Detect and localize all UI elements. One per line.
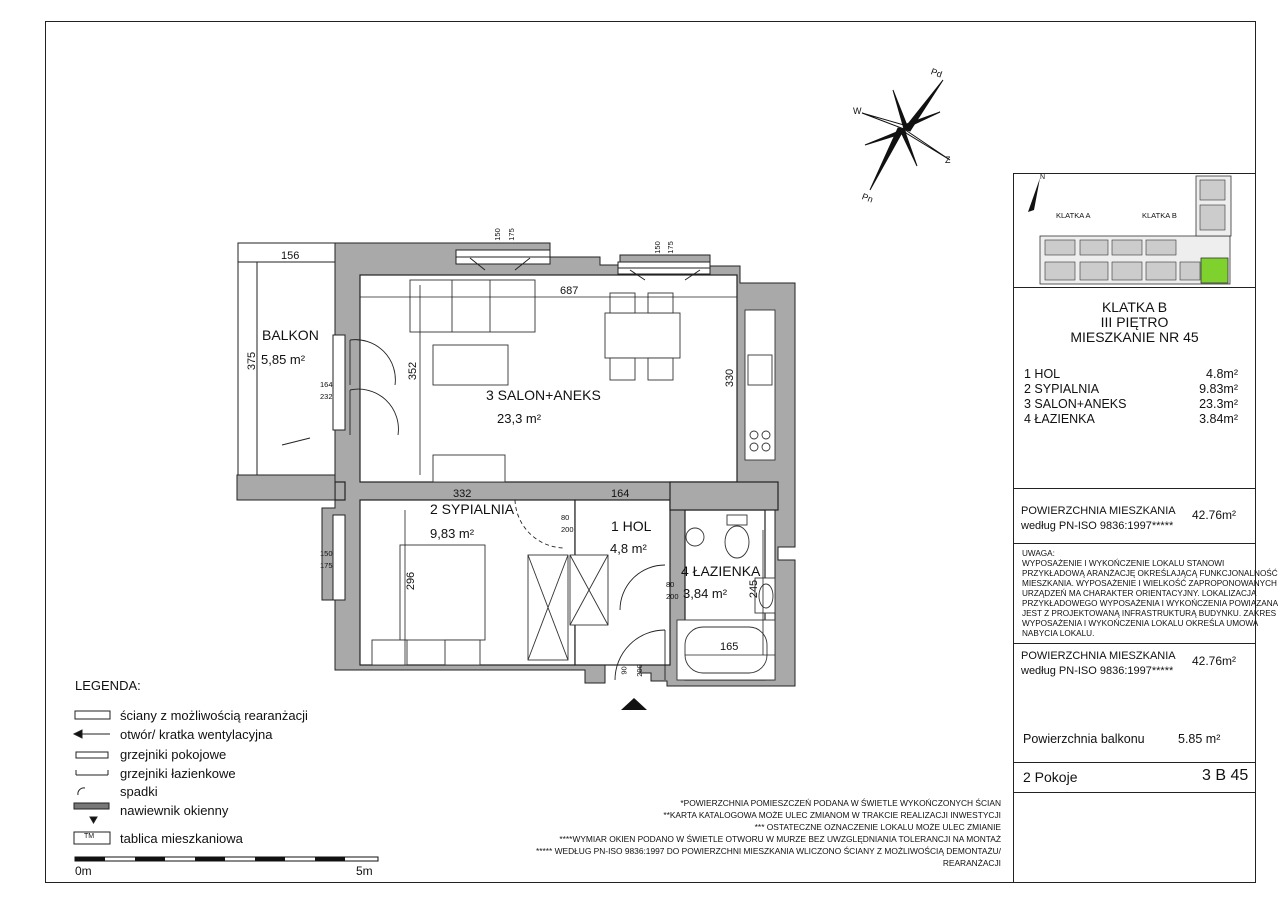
panel-room-row: 3 SALON+ANEKS 23.3m² — [1024, 397, 1238, 411]
footnote: REARANŻACJI — [942, 858, 1001, 868]
dim-balcony-height: 375 — [246, 351, 259, 371]
divider — [1013, 287, 1256, 288]
scale-bar — [75, 857, 378, 861]
compass-south-label: Pd — [929, 66, 944, 80]
legend-item: otwór/ kratka wentylacyjna — [120, 727, 273, 742]
scale-start: 0m — [75, 864, 92, 878]
dim-window1-b: 175 — [506, 228, 516, 241]
dim-window3-b: 175 — [320, 561, 333, 570]
area2-label-2: według PN-ISO 9836:1997***** — [1021, 665, 1174, 677]
compass-west-label: Z — [945, 155, 951, 165]
divider — [1013, 543, 1256, 544]
tm-symbol-label: TM — [84, 833, 95, 840]
dim-door-entry-b: 200 — [634, 664, 644, 677]
dim-door-balcony-a: 164 — [320, 380, 333, 389]
dim-living-left: 352 — [407, 361, 420, 381]
divider — [1013, 643, 1256, 644]
note-line: PRZYKŁADOWEGO WYPOSAŻENIA I WYKOŃCZENIA POWIĄZANA — [1022, 599, 1279, 608]
area2-label-1: POWIERZCHNIA MIESZKANIA — [1021, 650, 1176, 662]
dim-bath-height: 245 — [748, 579, 761, 599]
compass-east-label: W — [853, 106, 862, 116]
note-line: PRZYKŁADOWĄ ARANŻACJĘ OKREŚLAJĄCĄ FUNKCJONALNOŚĆ — [1022, 569, 1278, 578]
panel-room-row: 2 SYPIALNIA 9.83m² — [1024, 382, 1238, 396]
keyplan-north: N — [1040, 174, 1046, 181]
dim-living-width: 687 — [560, 285, 579, 297]
dim-door-bath-b: 200 — [666, 592, 679, 601]
legend-item: spadki — [120, 784, 158, 799]
room-label-salon: 3 SALON+ANEKS — [486, 387, 601, 403]
legend-item: tablica mieszkaniowa — [120, 831, 243, 846]
compass-north-label: Pn — [860, 191, 875, 205]
legend-item: nawiewnik okienny — [120, 803, 229, 818]
note-title: UWAGA: — [1022, 549, 1055, 558]
note-line: JEST Z PROJEKTOWANĄ INFRASTRUKTURĄ BUDYNKU. ZAKRES — [1022, 609, 1277, 618]
panel-title-3: MIESZKANIE NR 45 — [1070, 329, 1199, 345]
footnote: ***** WEDŁUG PN-ISO 9836:1997 DO POWIERZCHNI MIESZKANIA WLICZONO ŚCIANY Z MOŻLIWOŚCIĄ DEMONTAŻU/ — [535, 846, 1001, 856]
note-line: NABYCIA LOKALU. — [1022, 629, 1095, 638]
dim-living-right: 330 — [724, 368, 737, 388]
divider — [1013, 488, 1256, 489]
dim-window3-a: 150 — [320, 549, 333, 558]
divider — [1013, 762, 1256, 763]
legend-symbols — [74, 711, 110, 844]
dim-window1-a: 150 — [492, 228, 502, 241]
footnote: *POWIERZCHNIA POMIESZCZEŃ PODANA W ŚWIETLE WYKOŃCZONYCH ŚCIAN — [680, 798, 1001, 808]
dim-door-balcony-b: 232 — [320, 392, 333, 401]
room-area-hol: 4,8 m² — [610, 541, 647, 556]
area-label-2: według PN-ISO 9836:1997***** — [1021, 520, 1174, 532]
dim-window2-b: 175 — [665, 241, 675, 254]
legend-item: grzejniki łazienkowe — [120, 766, 236, 781]
footnote: *** OSTATECZNE OZNACZENIE LOKALU MOŻE ULEC ZMIANIE — [754, 822, 1001, 832]
footnote: ****WYMIAR OKIEN PODANO W ŚWIETLE OTWORU W MURZE BEZ UWZGLĘDNIANIA TOLERANCJI NA MONTAŻ — [559, 834, 1001, 844]
balcony — [237, 243, 335, 500]
dim-bed-width: 332 — [453, 488, 472, 500]
legend-item: ściany z możliwością rearanżacji — [120, 708, 308, 723]
entrance-marker — [621, 698, 647, 710]
note-line: WYPOSAŻENIA I WYKOŃCZENIA LOKALU OKREŚLA UMOWA — [1022, 619, 1259, 628]
dim-balcony-width: 156 — [281, 250, 300, 262]
room-label-balkon: BALKON — [262, 327, 319, 343]
area2-value: 42.76m² — [1192, 654, 1237, 668]
panel-room-row: 4 ŁAZIENKA 3.84m² — [1024, 412, 1238, 426]
legend-item: grzejniki pokojowe — [120, 747, 227, 762]
dim-bath-width: 165 — [720, 641, 739, 653]
room-label-hol: 1 HOL — [611, 518, 652, 534]
note-line: URZĄDZEŃ MA CHARAKTER ORIENTACYJNY. LOKALIZACJA — [1022, 589, 1257, 598]
note-line: MIESZKANIA. WYPOSAŻENIE I WIELKOŚĆ ZAPROPONOWANYCH — [1022, 579, 1277, 588]
panel-title-1: KLATKA B — [1101, 299, 1168, 315]
panel-title-2: III PIĘTRO — [1100, 314, 1169, 330]
room-area-salon: 23,3 m² — [497, 411, 542, 426]
compass-rose — [862, 80, 950, 190]
dim-door-bed-b: 200 — [561, 525, 574, 534]
keyplan-stair-a: KLATKA A — [1056, 211, 1091, 220]
keyplan-stair-b: KLATKA B — [1142, 211, 1177, 220]
scale-end: 5m — [356, 864, 373, 878]
legend-title: LEGENDA: — [75, 678, 141, 693]
note-line: WYPOSAŻENIE I WYKOŃCZENIE LOKALU STANOWI — [1022, 559, 1225, 568]
apartment-code: 3 B 45 — [1202, 767, 1249, 784]
divider — [1013, 792, 1256, 793]
dim-door-bath-a: 80 — [666, 580, 675, 589]
dim-hall-width: 164 — [611, 488, 630, 500]
room-area-balkon: 5,85 m² — [261, 352, 306, 367]
balcony-area-value: 5.85 m² — [1178, 732, 1221, 746]
room-area-lazienka: 3,84 m² — [683, 586, 728, 601]
panel-room-row: 1 HOL 4.8m² — [1024, 367, 1238, 381]
balcony-area-label: Powierzchnia balkonu — [1023, 732, 1145, 746]
dim-door-entry-a: 90 — [619, 666, 629, 675]
dim-bed-height: 296 — [405, 571, 418, 591]
footnote: **KARTA KATALOGOWA MOŻE ULEC ZMIANOM W TRAKCIE REALIZACJI INWESTYCJI — [663, 810, 1001, 820]
room-area-sypialnia: 9,83 m² — [430, 526, 475, 541]
room-label-lazienka: 4 ŁAZIENKA — [681, 563, 761, 579]
room-label-sypialnia: 2 SYPIALNIA — [430, 501, 515, 517]
dim-door-bed-a: 80 — [561, 513, 570, 522]
area-value: 42.76m² — [1192, 508, 1237, 522]
dim-window2-a: 150 — [652, 241, 662, 254]
rooms-count: 2 Pokoje — [1023, 769, 1078, 785]
area-label-1: POWIERZCHNIA MIESZKANIA — [1021, 505, 1176, 517]
